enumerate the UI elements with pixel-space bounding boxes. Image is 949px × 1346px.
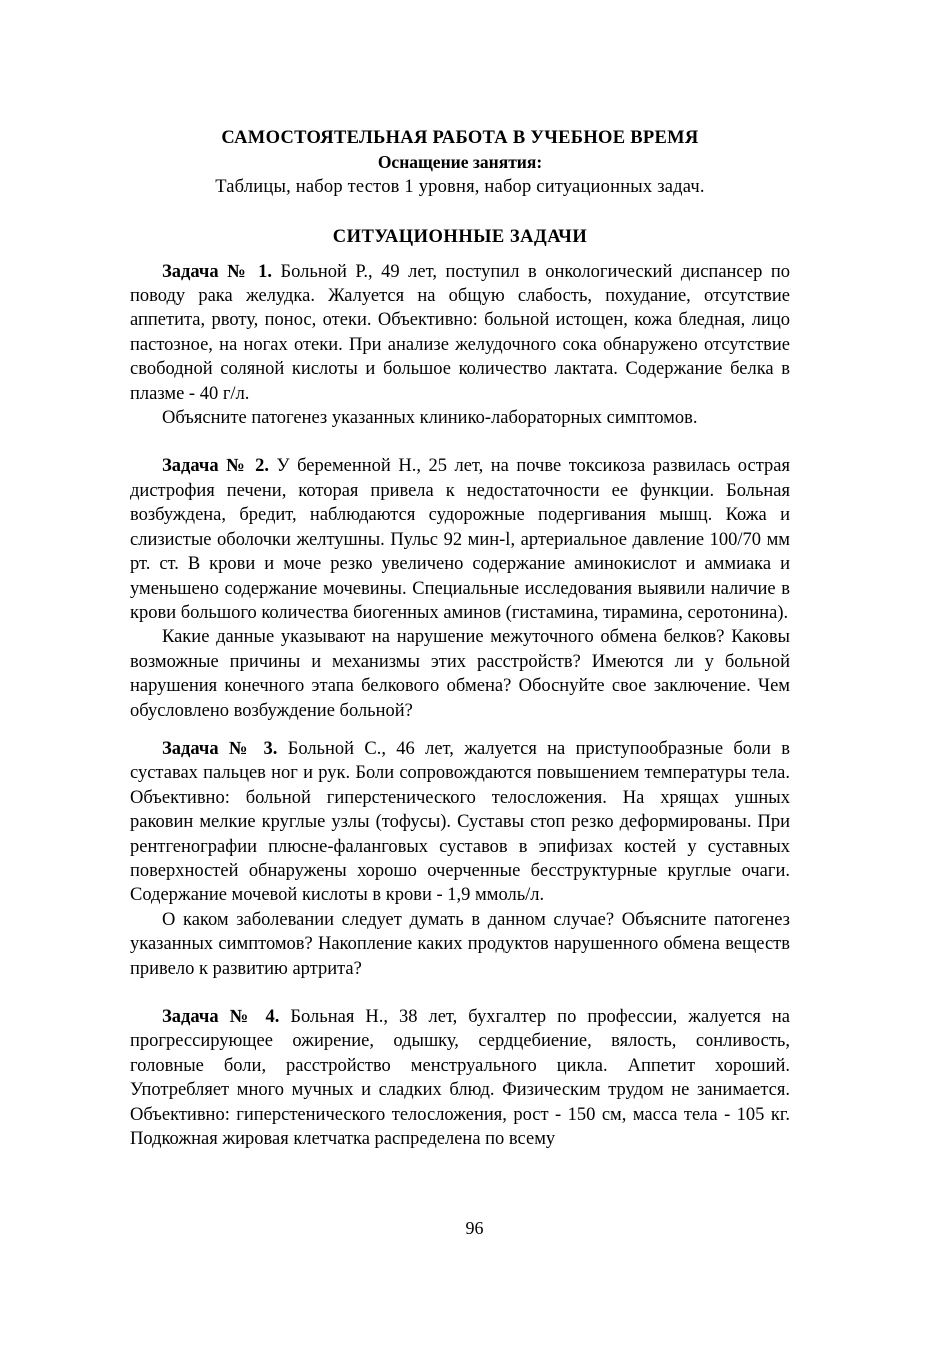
page-title: САМОСТОЯТЕЛЬНАЯ РАБОТА В УЧЕБНОЕ ВРЕМЯ <box>221 128 699 148</box>
task-3-text: Больной С., 46 лет, жалуется на приступообразные боли в суставах пальцев ног и рук. Боли сопровождаются повышением температуры тела. Объективно: больной гиперстенического телосложения. На хрящах ушных раковин мелкие круглые узлы (тофусы). Суставы стоп резко деформированы. При рентгенографии плюсне-фаланговых суставов в эпифизах костей у суставных поверхностей обнаружены хорошо очерченные бесструктурные круглые очаги. Содержание мочевой кислоты в крови - 1,9 ммоль/л. <box>130 738 790 906</box>
equipment-line: Таблицы, набор тестов 1 уровня, набор ситуационных задач. <box>215 176 705 197</box>
spacer <box>130 430 790 454</box>
task-1-question: Объясните патогенез указанных клинико-лабораторных симптомов. <box>162 408 698 429</box>
task-4-paragraph <box>130 1005 790 1151</box>
task-2-paragraph <box>130 454 790 625</box>
task-1-label: Задача № 1. <box>162 261 272 282</box>
task-2-label: Задача № 2. <box>162 456 269 477</box>
document-page <box>130 126 790 1151</box>
task-3-question: О каком заболевании следует думать в данном случае? Объясните патогенез указанных симптомов? Накопление каких продуктов нарушенного обмена веществ привело к развитию артрита? <box>130 909 790 979</box>
task-1-paragraph <box>130 260 790 406</box>
task-2-text: У беременной Н., 25 лет, на почве токсикоза развилась острая дистрофия печени, которая привела к недостаточности ее функции. Больная возбуждена, бредит, наблюдаются судорожные подергивания мышц. Кожа и слизистые оболочки желтушны. Пульс 92 мин-l, артериальное давление 100/70 мм рт. ст. В крови и моче резко увеличено содержание аминокислот и аммиака и уменьшено содержание мочевины. Специальные исследования выявили наличие в крови большого количества биогенных аминов (гистамина, тирамина, серотонина). <box>130 456 791 623</box>
spacer <box>130 723 790 737</box>
task-3-label: Задача № 3. <box>162 738 278 759</box>
task-3-paragraph <box>130 737 790 908</box>
spacer <box>130 981 790 1005</box>
task-4-label: Задача № 4. <box>162 1007 280 1027</box>
task-4-text: Больная Н., 38 лет, бухгалтер по профессии, жалуется на прогрессирующее ожирение, одышку, сердцебиение, вялость, сонливость, головные боли, расстройство менструального цикла. Аппетит хороший. Употребляет много мучных и сладких блюд. Физическим трудом не занимается. Объективно: гиперстенического телосложения, рост - 150 см, масса тела - 105 кг. Подкожная жировая клетчатка распределена по всему <box>130 1007 791 1150</box>
task-2-question: Какие данные указывают на нарушение межуточного обмена белков? Каковы возможные причины и механизмы этих расстройств? Имеются ли у больной нарушения конечного этапа белкового обмена? Обоснуйте свое заключение. Чем обусловлено возбуждение больной? <box>130 627 790 721</box>
section-title: СИТУАЦИОННЫЕ ЗАДАЧИ <box>332 227 588 248</box>
page-number: 96 <box>465 1218 484 1238</box>
task-1-text: Больной Р., 49 лет, поступил в онкологический диспансер по поводу рака желудка. Жалуется на общую слабость, похудание, отсутствие аппетита, рвоту, понос, отеки. Объективно: больной истощен, кожа бледная, лицо пастозное, на ногах отеки. При анализе желудочного сока обнаружено отсутствие свободной соляной кислоты и большое количество лактата. Содержание белка в плазме - 40 г/л. <box>130 261 790 404</box>
page-subtitle: Оснащение занятия: <box>377 152 543 173</box>
